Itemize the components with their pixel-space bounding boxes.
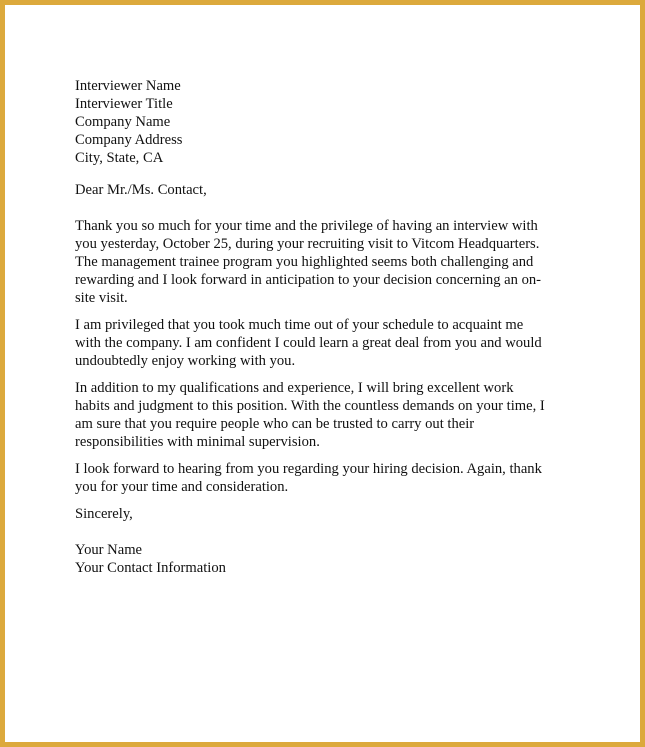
paragraph-line: habits and judgment to this position. With the countless demands on your time, I — [75, 398, 545, 414]
paragraph-line: responsibilities with minimal supervision. — [75, 434, 320, 450]
paragraph-line: with the company. I am confident I could learn a great deal from you and would — [75, 335, 542, 351]
paragraph-2 — [75, 316, 585, 370]
recipient-address-block — [75, 77, 585, 167]
signature-block — [75, 541, 585, 577]
paragraph-line: I am privileged that you took much time out of your schedule to acquaint me — [75, 317, 524, 333]
recipient-title: Interviewer Title — [75, 96, 173, 112]
paragraph-line: undoubtedly enjoy working with you. — [75, 353, 296, 369]
recipient-address: Company Address — [75, 132, 183, 148]
paragraph-line: Thank you so much for your time and the privilege of having an interview with — [75, 218, 538, 234]
paragraph-4 — [75, 460, 585, 496]
signature-contact: Your Contact Information — [75, 560, 226, 576]
salutation-text: Dear Mr./Ms. Contact, — [75, 182, 207, 198]
paragraph-line: you yesterday, October 25, during your recruiting visit to Vitcom Headquarters. — [75, 236, 540, 252]
recipient-city: City, State, CA — [75, 150, 164, 166]
signature-name: Your Name — [75, 542, 143, 558]
paragraph-line: site visit. — [75, 290, 128, 306]
letter-body — [75, 77, 585, 577]
recipient-name: Interviewer Name — [75, 78, 181, 94]
paragraph-line: The management trainee program you highlighted seems both challenging and — [75, 254, 534, 270]
paragraph-line: you for your time and consideration. — [75, 479, 289, 495]
paragraph-line: In addition to my qualifications and experience, I will bring excellent work — [75, 380, 514, 396]
salutation — [75, 181, 585, 199]
paragraph-line: rewarding and I look forward in anticipation to your decision concerning an on- — [75, 272, 542, 288]
paragraph-3 — [75, 379, 585, 451]
paragraph-line: am sure that you require people who can be trusted to carry out their — [75, 416, 475, 432]
paragraph-line: I look forward to hearing from you regarding your hiring decision. Again, thank — [75, 461, 542, 477]
closing — [75, 505, 585, 523]
recipient-company: Company Name — [75, 114, 171, 130]
closing-text: Sincerely, — [75, 506, 133, 522]
paragraph-1 — [75, 217, 585, 307]
